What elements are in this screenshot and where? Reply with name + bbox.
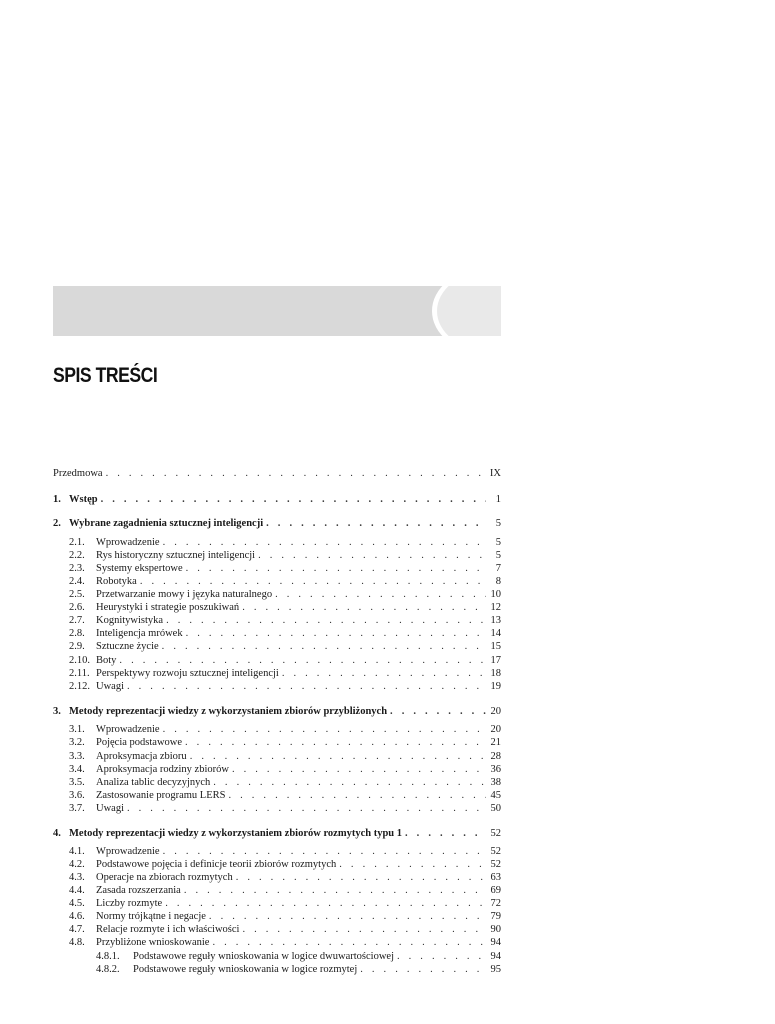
dot-leader — [282, 667, 486, 681]
dot-leader — [213, 776, 486, 790]
toc-entry-title: Liczby rozmyte — [96, 898, 163, 909]
toc-entry — [53, 950, 501, 964]
dot-leader — [162, 640, 486, 654]
toc-entry-title: Systemy ekspertowe — [96, 563, 183, 574]
toc-entry-number: 4.3. — [69, 872, 85, 883]
toc-entry — [53, 614, 501, 628]
dot-leader — [339, 858, 486, 872]
toc-entry-page-number: 13 — [490, 615, 501, 626]
toc-entry-number: 2.4. — [69, 576, 85, 587]
toc-entry-number: 2.5. — [69, 589, 85, 600]
dot-leader — [190, 750, 486, 764]
toc-entry-number: 4.4. — [69, 885, 85, 896]
toc-entry-page-number: 90 — [490, 924, 501, 935]
toc-entry-title: Rys historyczny sztucznej inteligencji — [96, 550, 256, 561]
dot-leader — [119, 654, 486, 668]
dot-leader — [184, 884, 486, 898]
toc-entry-title: Podstawowe pojęcia i definicje teorii zbiorów rozmytych — [96, 859, 337, 870]
dot-leader — [405, 827, 486, 841]
toc-entry-page-number: 52 — [490, 828, 501, 839]
toc-entry-number: 4.7. — [69, 924, 85, 935]
toc-entry-title: Uwagi — [96, 803, 124, 814]
toc-entry — [53, 802, 501, 816]
toc-entry-number: 2.3. — [69, 563, 85, 574]
toc-entry-title: Wstęp — [69, 494, 98, 505]
dot-leader — [360, 963, 486, 977]
toc-entry-number: 2.1. — [69, 537, 85, 548]
toc-entry-page-number: 69 — [490, 885, 501, 896]
toc-entry-title: Aproksymacja zbioru — [96, 751, 187, 762]
toc-entry — [53, 923, 501, 937]
toc-entry — [53, 467, 501, 481]
dot-leader — [242, 923, 486, 937]
toc-entry-number: 4.1. — [69, 846, 85, 857]
toc-entry-title: Boty — [96, 655, 117, 666]
toc-entry-title: Uwagi — [96, 681, 124, 692]
toc-entry — [53, 493, 501, 507]
toc-entry-page-number: 8 — [495, 576, 501, 587]
toc-entry — [53, 736, 501, 750]
toc-entry-page-number: IX — [489, 468, 501, 479]
toc-entry-number: 4.2. — [69, 859, 85, 870]
toc-entry-page-number: 5 — [495, 537, 501, 548]
toc-entry — [53, 776, 501, 790]
dot-leader — [165, 897, 486, 911]
toc-entry-page-number: 5 — [495, 518, 501, 529]
toc-entry-page-number: 94 — [490, 937, 501, 948]
toc-entry-page-number: 52 — [490, 859, 501, 870]
toc-entry — [53, 858, 501, 872]
toc-entry — [53, 845, 501, 859]
toc-entry-number: 2.6. — [69, 602, 85, 613]
toc-entry-number: 2.2. — [69, 550, 85, 561]
toc-entry-number: 1. — [53, 494, 61, 505]
toc-entry-title: Sztuczne życie — [96, 641, 159, 652]
toc-entry-number: 4.6. — [69, 911, 85, 922]
dot-leader — [212, 936, 486, 950]
toc-entry-page-number: 20 — [490, 706, 501, 717]
toc-entry — [53, 963, 501, 977]
chapter-banner — [53, 286, 501, 336]
toc-entry — [53, 680, 501, 694]
toc-entry-page-number: 36 — [490, 764, 501, 775]
toc-entry-number: 3.4. — [69, 764, 85, 775]
toc-entry-number: 2.11. — [69, 668, 90, 679]
dot-leader — [397, 950, 486, 964]
toc-entry-number: 2.7. — [69, 615, 85, 626]
toc-entry-number: 3.7. — [69, 803, 85, 814]
dot-leader — [163, 845, 486, 859]
toc-entry-page-number: 50 — [490, 803, 501, 814]
dot-leader — [228, 789, 486, 803]
toc-entry — [53, 588, 501, 602]
toc-entry — [53, 627, 501, 641]
toc-entry-page-number: 63 — [490, 872, 501, 883]
dot-leader — [232, 763, 486, 777]
toc-entry-page-number: 15 — [490, 641, 501, 652]
toc-entry-title: Wprowadzenie — [96, 537, 160, 548]
toc-entry — [53, 884, 501, 898]
dot-leader — [163, 723, 486, 737]
dot-leader — [127, 802, 486, 816]
toc-entry-title: Kognitywistyka — [96, 615, 164, 626]
dot-leader — [209, 910, 486, 924]
toc-entry — [53, 654, 501, 668]
dot-leader — [127, 680, 486, 694]
dot-leader — [258, 549, 486, 563]
toc-entry-title: Relacje rozmyte i ich właściwości — [96, 924, 240, 935]
toc-entry — [53, 871, 501, 885]
toc-entry-number: 4. — [53, 828, 61, 839]
dot-leader — [186, 562, 486, 576]
toc-entry — [53, 575, 501, 589]
toc-entry — [53, 763, 501, 777]
toc-entry-page-number: 52 — [490, 846, 501, 857]
toc-entry-page-number: 21 — [490, 737, 501, 748]
toc-entry-title: Podstawowe reguły wnioskowania w logice dwuwartościowej — [133, 951, 394, 962]
toc-entry-title: Wybrane zagadnienia sztucznej inteligencji — [69, 518, 264, 529]
toc-entry-page-number: 38 — [490, 777, 501, 788]
toc-entry-number: 3.5. — [69, 777, 85, 788]
dot-leader — [186, 627, 486, 641]
toc-entry-number: 3.1. — [69, 724, 85, 735]
toc-entry-page-number: 17 — [490, 655, 501, 666]
toc-entry-page-number: 28 — [490, 751, 501, 762]
toc-entry-title: Normy trójkątne i negacje — [96, 911, 206, 922]
toc-entry-title: Pojęcia podstawowe — [96, 737, 183, 748]
toc-entry-title: Analiza tablic decyzyjnych — [96, 777, 211, 788]
toc-entry-title: Inteligencja mrówek — [96, 628, 183, 639]
toc-entry — [53, 667, 501, 681]
dot-leader — [166, 614, 486, 628]
toc-entry-page-number: 18 — [490, 668, 501, 679]
dot-leader — [275, 588, 486, 602]
toc-entry-title: Przetwarzanie mowy i języka naturalnego — [96, 589, 273, 600]
toc-entry-page-number: 72 — [490, 898, 501, 909]
toc-entry-title: Metody reprezentacji wiedzy z wykorzystaniem zbiorów przybliżonych — [69, 706, 388, 717]
dot-leader — [140, 575, 486, 589]
toc-entry-title: Heurystyki i strategie poszukiwań — [96, 602, 240, 613]
toc-entry-number: 2.10. — [69, 655, 90, 666]
dot-leader — [242, 601, 486, 615]
toc-entry — [53, 601, 501, 615]
toc-entry-number: 3.3. — [69, 751, 85, 762]
toc-entry-number: 3.6. — [69, 790, 85, 801]
toc-entry — [53, 536, 501, 550]
toc-entry-page-number: 14 — [490, 628, 501, 639]
toc-entry-number: 2. — [53, 518, 61, 529]
toc-entry-title: Przybliżone wnioskowanie — [96, 937, 210, 948]
toc-entry-number: 4.8.2. — [96, 964, 120, 975]
toc-entry — [53, 549, 501, 563]
toc-entry — [53, 897, 501, 911]
toc-entry-title: Metody reprezentacji wiedzy z wykorzystaniem zbiorów rozmytych typu 1 — [69, 828, 403, 839]
toc-entry-title: Przedmowa — [53, 468, 103, 479]
toc-entry-title: Aproksymacja rodziny zbiorów — [96, 764, 229, 775]
toc-entry-title: Podstawowe reguły wnioskowania w logice rozmytej — [133, 964, 358, 975]
toc-entry-page-number: 12 — [490, 602, 501, 613]
toc-entry-number: 2.8. — [69, 628, 85, 639]
toc-entry-page-number: 5 — [495, 550, 501, 561]
toc-entry — [53, 640, 501, 654]
dot-leader — [185, 736, 486, 750]
toc-entry-number: 4.5. — [69, 898, 85, 909]
toc-entry-title: Perspektywy rozwoju sztucznej inteligencji — [96, 668, 279, 679]
toc-entry — [53, 750, 501, 764]
toc-entry-title: Wprowadzenie — [96, 724, 160, 735]
toc-entry — [53, 910, 501, 924]
toc-entry — [53, 827, 501, 841]
toc-entry — [53, 517, 501, 531]
toc-entry-number: 3.2. — [69, 737, 85, 748]
dot-leader — [390, 705, 486, 719]
toc-entry-page-number: 19 — [490, 681, 501, 692]
toc-entry-page-number: 95 — [490, 964, 501, 975]
dot-leader — [236, 871, 486, 885]
toc-entry-number: 4.8.1. — [96, 951, 120, 962]
banner-circle-decoration — [437, 286, 501, 336]
toc-entry-number: 4.8. — [69, 937, 85, 948]
toc-entry-page-number: 1 — [495, 494, 501, 505]
toc-entry-title: Zastosowanie programu LERS — [96, 790, 226, 801]
toc-entry-page-number: 20 — [490, 724, 501, 735]
dot-leader — [266, 517, 486, 531]
toc-entry — [53, 789, 501, 803]
toc-entry-page-number: 94 — [490, 951, 501, 962]
toc-entry-page-number: 45 — [490, 790, 501, 801]
toc-entry-page-number: 7 — [495, 563, 501, 574]
toc-entry-number: 2.12. — [69, 681, 90, 692]
toc-entry — [53, 936, 501, 950]
toc-entry — [53, 562, 501, 576]
dot-leader — [163, 536, 486, 550]
toc-entry-title: Robotyka — [96, 576, 137, 587]
toc-entry — [53, 723, 501, 737]
toc-entry-number: 2.9. — [69, 641, 85, 652]
toc-entry-title: Wprowadzenie — [96, 846, 160, 857]
toc-entry-page-number: 79 — [490, 911, 501, 922]
page-title: SPIS TREŚCI — [53, 364, 158, 387]
toc-entry-number: 3. — [53, 706, 61, 717]
dot-leader — [101, 493, 486, 507]
dot-leader — [106, 467, 486, 481]
toc-entry-title: Zasada rozszerzania — [96, 885, 181, 896]
toc-entry — [53, 705, 501, 719]
toc-entry-title: Operacje na zbiorach rozmytych — [96, 872, 233, 883]
toc-entry-page-number: 10 — [490, 589, 501, 600]
